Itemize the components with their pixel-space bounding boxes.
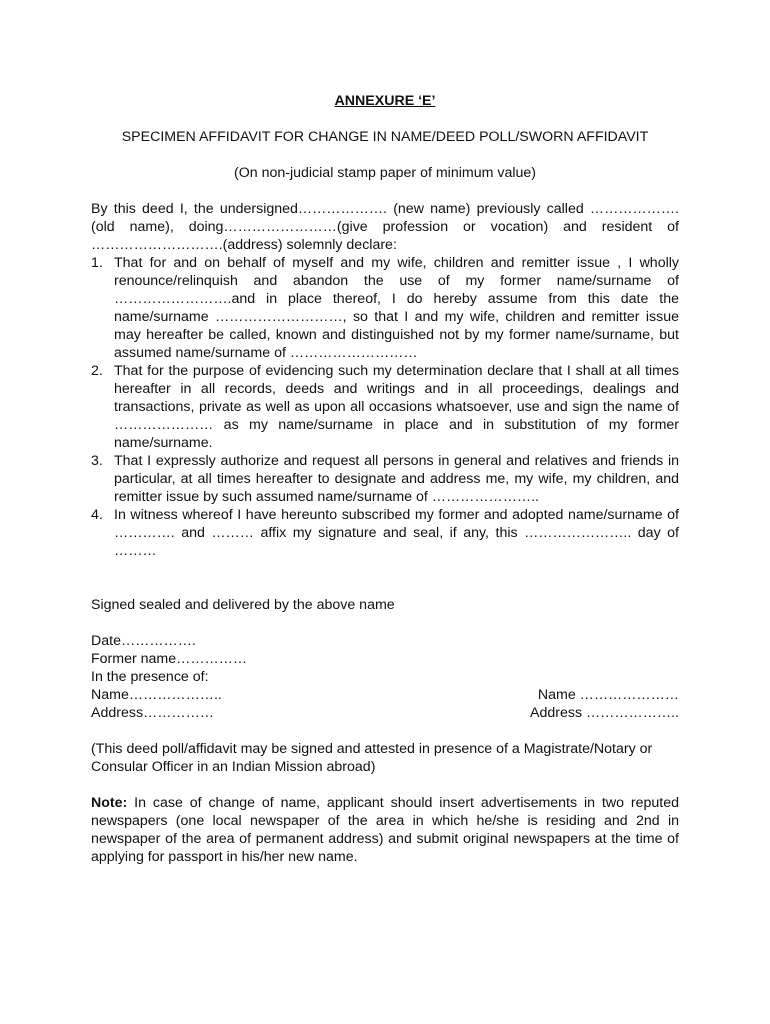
clause-text: That for the purpose of evidencing such my determination declare that I shall at all times hereafter in all records, deeds and writings and in all proceedings, dealings and transactions, private as well as upon all occasions whatsoever, use and sign the name of ………………… as my name/surname in place and in substitution of my former name/surname. <box>114 363 679 451</box>
date-field: Date……………. <box>91 633 196 649</box>
clause-text: In witness whereof I have hereunto subscribed my former and adopted name/surname of …………. and ……… affix my signature and seal, if any, this ………………….. day of ……… <box>114 507 679 559</box>
annexure-title: ANNEXURE ‘E’ <box>334 93 436 109</box>
presence-label: In the presence of: <box>91 669 209 685</box>
clause-item <box>91 506 679 560</box>
clause-text: That for and on behalf of myself and my wife, children and remitter issue , I wholly renounce/relinquish and abandon the use of my former name/surname of …………………….and in place thereof, I do hereby assume from this date the name/surname ………………………, so that I and my wife, children and remitter issue may hereafter be called, known and distinguished not by my former name/surname, but assumed name/surname of ……………………… <box>114 255 679 361</box>
stamp-paper-note: (On non-judicial stamp paper of minimum value) <box>233 165 536 181</box>
declaration-clauses <box>91 254 679 560</box>
witness-address-row <box>91 704 679 722</box>
clause-text: That I expressly authorize and request all persons in general and relatives and friends in particular, at all times hereafter to designate and address me, my wife, my children, and remitter issue by such assumed name/surname of ………………….. <box>114 453 679 505</box>
witness-address-right: Address ……………….. <box>530 705 679 721</box>
signed-statement: Signed sealed and delivered by the above name <box>91 597 395 613</box>
witness-name-row <box>91 686 679 704</box>
attestation-note: (This deed poll/affidavit may be signed and attested in presence of a Magistrate/Notary or Consular Officer in an Indian Mission abroad) <box>91 741 653 775</box>
intro-paragraph: By this deed I, the undersigned………………. (new name) previously called ………………. (old name), doing……………………(give profession or vocation) and resident of ……………………….(address) solemnly declare: <box>91 201 679 253</box>
document-page <box>91 92 679 866</box>
signature-fields <box>91 632 679 722</box>
clause-item <box>91 362 679 452</box>
witness-address-left: Address…………… <box>91 705 214 721</box>
clause-number: 4. <box>91 507 103 523</box>
clause-item <box>91 452 679 506</box>
note-text: In case of change of name, applicant should insert advertisements in two reputed newspapers (one local newspaper of the area in which he/she is residing and 2nd in newspaper of the area of permanent address) and submit original newspapers at the time of applying for passport in his/her new name. <box>91 795 679 865</box>
affidavit-heading: SPECIMEN AFFIDAVIT FOR CHANGE IN NAME/DEED POLL/SWORN AFFIDAVIT <box>121 129 649 145</box>
witness-name-right: Name ………………… <box>537 687 679 703</box>
clause-number: 2. <box>91 363 103 379</box>
note-label: Note: <box>91 795 128 811</box>
note-paragraph <box>91 794 679 866</box>
witness-name-left: Name……………….. <box>91 687 222 703</box>
clause-item <box>91 254 679 362</box>
former-name-field: Former name…………… <box>91 651 248 667</box>
clause-number: 3. <box>91 453 103 469</box>
clause-number: 1. <box>91 255 103 271</box>
